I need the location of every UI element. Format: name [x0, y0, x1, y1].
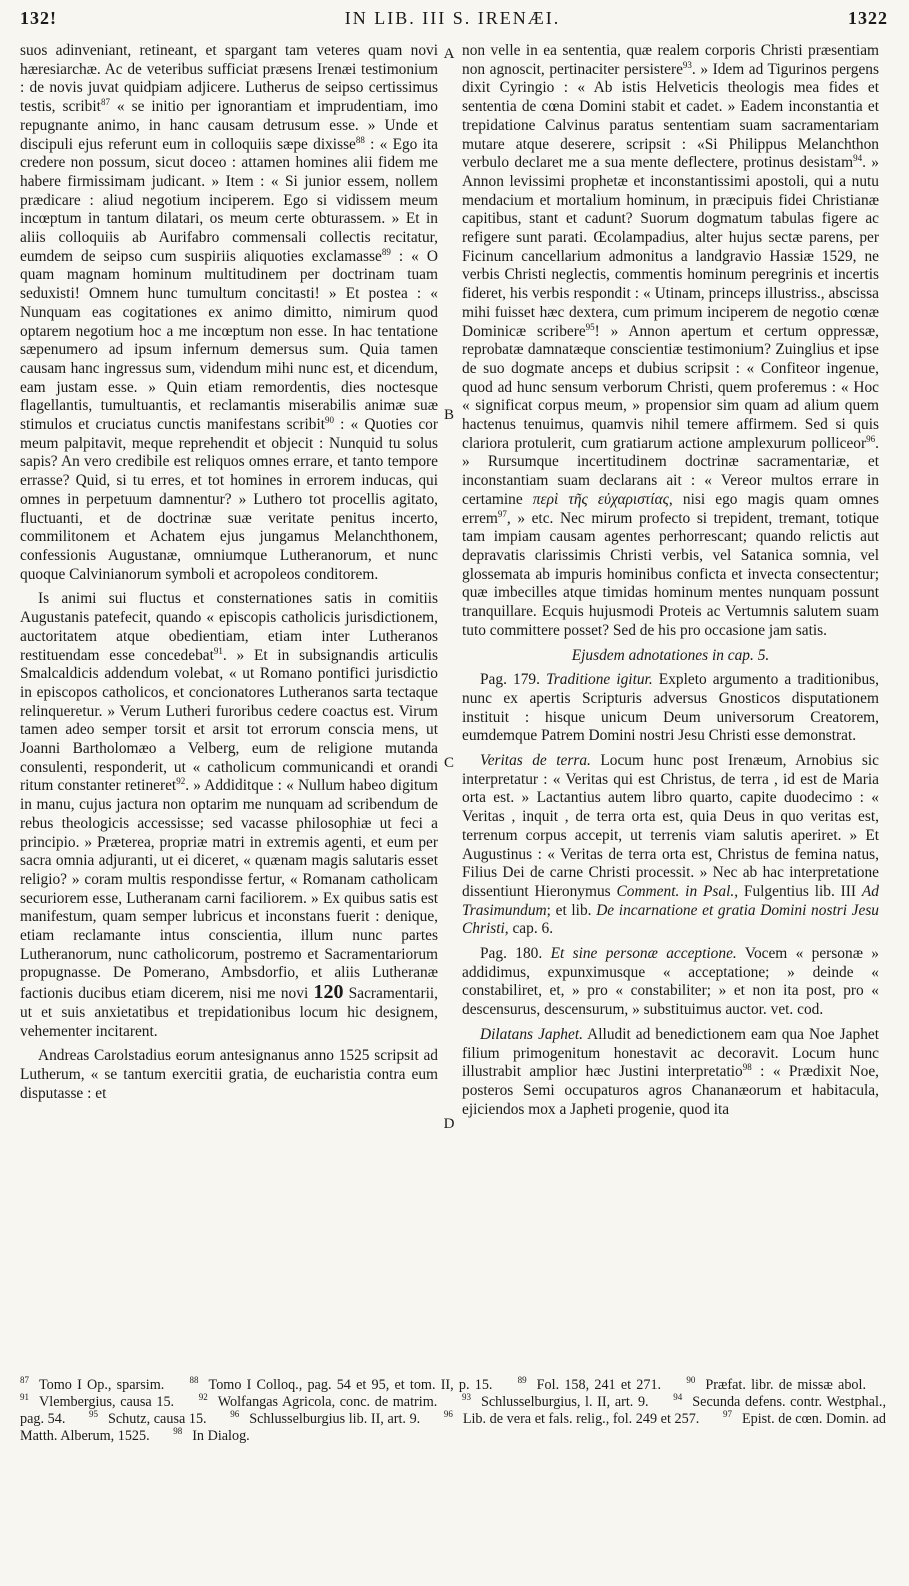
footnote-ref[interactable]: 90 [325, 414, 335, 425]
footnote: $^{87}$ Tomo I Op., sparsim. [20, 1375, 165, 1393]
footnote-ref[interactable]: 97 [497, 508, 507, 519]
footnote: $^{96}$ Lib. de vera et fals. relig., fol. 249 et 257. [443, 1409, 700, 1427]
running-title: IN LIB. III S. IRENÆI. [344, 8, 561, 28]
margin-letter-d: D [443, 1116, 455, 1132]
running-header [20, 8, 888, 34]
footnote-ref[interactable]: 92 [176, 776, 186, 787]
footnote: $^{90}$ Præfat. libr. de missæ abol. [686, 1375, 867, 1393]
footnote: $^{89}$ Fol. 158, 241 et 271. [517, 1375, 662, 1393]
footnote: $^{97}$ Epist. de cœn. Domin. ad Matth. Alberum, 1525. [20, 1409, 887, 1444]
page-number-left: 132! [20, 8, 57, 28]
paragraph: Andreas Carolstadius eorum antesignanus anno 1525 scripsit ad Lutherum, « se tantum exercitii gratia, de eucharistia contra eum disputasse : et [20, 1047, 438, 1102]
paragraph: Pag. 180. Et sine personæ acceptione. Vocem « personæ » addidimus, expunximusque « acceptatione; » deinde « constabiliret, et, » pro « constabiliter; » et non ita post, pro « descensurus, descensurum, » substituimus auctor. vet. cod. [462, 945, 879, 1019]
paragraph: suos adinveniant, retineant, et spargant tam veteres quam novi hæresiarchæ. Ac de veteribus sufficiat præsens Irenæi testimonium : de novis juvat quidpiam adjicere. Lutherus de seipso certissimus testis, scribit$^{87}$ « se initio per ignorantiam et imprudentiam, imo repugnante animo, in hanc causam detrusum esse. » Unde et discipuli ejus referunt eum in colloquiis sæpe dixisse$^{88}$ : « Ego ita credere non possum, sicut doceo : attamen homines alii fidem me habere firmissimam judicant. » Item : « Si junior essem, nollem prædicare : aliud negotium inciperem. Ego si vidissem meum incœptum in tantum dilatari, os meum certe obturassem. » Et in aliis colloquiis ab Aurifabro commensali collectis recitatur, eumdem de seipso cum suspiriis aliquoties exclamasse$^{89}$ : « O quam magnam hominum multitudinem per doctrinam tuam seduxisti! Omnem hunc tumultum concitasti! » Et postea : « Nunquam eas cogitationes ex animo dimitto, nimirum quod optarem negotium hoc a me incœptum non esse. In hac tentatione sæpenumero ad ipsum infernum demersus sum. Quia tamen causam hanc ingressus sum, videndum mihi nunc est, et dicendum, eam justam esse. » Quin etiam remordentis, dies noctesque flagellantis, tumultuantis, et reclamantis miserabilis animæ suæ stimulos et cruciatus cunctis manifestans scribit$^{90}$ : « Quoties cor meum palpitavit, meque reprehendit et objecit : Nunquid tu solus sapis? An vero credibile est reliquos omnes errare, et tanto tempore errasse? Quid, si tu erres, et tot homines in errorem inducas, qui omnes in perpetuum damnentur? » Luthero tot procellis agitato, fluctuanti, et de doctrinæ suæ veritate penitus incerto, commilitonem et Achatem ejus jungamus Melanchthonem, confessionis Augustanæ, omniumque Lutheranorum, et nunc quoque Calvinianorum symboli et acropoleos conditorem. [20, 42, 438, 583]
footnote-ref[interactable]: 89 [381, 246, 391, 257]
footnote-ref[interactable]: 96 [866, 433, 876, 444]
footnote: $^{88}$ Tomo I Colloq., pag. 54 et 95, et tom. II, p. 15. [189, 1375, 493, 1393]
footnotes [20, 1377, 886, 1445]
greek-phrase: περὶ τῆς εὐχαριστίας [532, 490, 669, 508]
footnote: $^{98}$ In Dialog. [173, 1426, 250, 1444]
footnote: $^{95}$ Schutz, causa 15. [88, 1409, 207, 1427]
page-number-right: 1322 [847, 8, 888, 28]
paragraph: non velle in ea sententia, quæ realem corporis Christi præsentiam non agnoscit, pertinaciter persistere$^{93}$. » Idem ad Tigurinos pergens dixit Cyringio : « Ab istis Helveticis theologis mea fides et sententia de cœna Domini stabit et cadet. » Eadem inconstantia et trepidatione Calvinus paratus sententiam suam sacramentariam mutare atque deserere, scripsit : «Si Philippus Melanchthon verbulo declaret me a sua mente deflectere, protinus desistam$^{94}$. » Annon levissimi prophetæ et inconstantissimi apostoli, qui a nutu mendacium et mortalium hominum, in præcipuis fidei Christianæ capitibus, stant et cadunt? Suorum dogmatum tabulas figere ac refigere sunt parati. Œcolampadius, alter hujus sectæ parens, per Ficinum cancellarium admonitus a landgravio Hassiæ 1529, ne verbis Christi neglectis, commentis hominum peregrinis et incertis fideret, his verbis respondit : « Utinam, princeps illustriss., abscissa mihi fuisset hæc dextera, cum primum inciperem de negotio cœnæ Dominicæ scribere$^{95}$! » Annon apertum et certum oppressæ, reprobatæ damnatæque conscientiæ testimonium? Zuinglius et ipse de suo dogmate anceps et dubius scripsit : « Confiteor ingenue, quod ad hunc sensum verborum Christi, quem proferemus : « Hoc « significat corpus meum, » propensior sim quam ad alium quem hactenus tenuimus, quamvis nihil temere affirmem. Sed si quis clariora protulerit, cum gratiarum actione amplexurum polliceor$^{96}$. » Rursumque incertitudinem doctrinæ sacramentariæ, et inconstantiam suam declarans ait : « Vereor multos errare in certamine περὶ τῆς εὐχαριστίας, nisi ego magis quam omnes errem$^{97}$, » etc. Nec mirum profecto si trepident, tremant, totique tam impiam causam agentes perhorrescant; quando relictis aut depravatis clarissimis Christi verbis, vel Satanica somnia, vel glossemata ab impuris hominibus conficta et invecta consectentur; quæ imbecilles atque timidas hominum mentes nunquam possunt tranquillare. Ecquis hujusmodi Proteis ac Vertumnis salutem suam tuto committere posset? Sed de his pro occasione jam satis. [462, 42, 880, 639]
paragraph: Is animi sui fluctus et consternationes satis in comitiis Augustanis patefecit, quando « episcopis catholicis jurisdictionem, auctoritatem atque obedientiam, etiam inter Lutheranos restituendam esse concedebat$^{91}$. » Et in subsignandis articulis Smalcaldicis addendum volebat, « ut Romano pontifici jurisdictio in episcopos catholicos, et concionatores Lutheranos sarta tectaque relinqueretur. » Verum Lutheri furoribus cedere coactus est. Virum tamen adeo semper torsit et arsit tot errorum conscia mens, ut Joanni Bartholomæo a Velberg, eum de religione mutanda consulenti, responderit, ut « catholicum communicandi et orandi ritum constanter retineret$^{92}$. » Addiditque : « Nullum habeo digitum in manu, cujus jactura non optarim me nunquam ad scribendum de rebus theologicis accessisse; sed vacasse philosophiæ ut feci a principio. » Præterea, propriæ matri in extremis agenti, et eum per sacra omnia adjuranti, ut ei diceret, « quænam magis salutaris esset religio? » coram multis respondisse fertur, « Romanam catholicam securiorem esse, Lutheranam carni faciliorem. » Ex quibus satis est manifestum, quam semper lubricus et inconstans fuerit : denique, etiam reclamante intus conscientia, illum nunc partes Lutheranorum, nunc catholicorum, postremo et Sacramentariorum propugnasse. De Pomerano, Ambsdorfio, et aliis Lutheranæ factionis ducibus etiam dicerem, nisi me novi 120 Sacramentarii, ut et suis anxietatibus et trepidationibus locum hic designem, vehementer incitarent. [20, 590, 439, 1040]
paragraph: Pag. 179. Traditione igitur. Expleto argumento a traditionibus, nunc ex apertis Scripturis adversus Gnosticos disputationem instituit : hisque unicum Deum universorum Creatorem, eumdemque Patrem Domini nostri Jesu Christi esse demonstrat. [462, 671, 879, 745]
footnote: $^{94}$ Secunda defens. contr. Westphal., pag. 54. [20, 1392, 887, 1427]
footnote-ref[interactable]: 94 [853, 153, 863, 164]
margin-letter-c: C [443, 755, 454, 771]
footnote: $^{91}$ Vlembergius, causa 15. [20, 1392, 175, 1410]
inline-page-number: 120 [313, 981, 344, 1004]
right-column [462, 42, 879, 1125]
footnote-ref[interactable]: 87 [100, 96, 110, 107]
section-heading: Ejusdem adnotationes in cap. 5. [571, 646, 770, 664]
footnote-ref[interactable]: 95 [585, 321, 595, 332]
paragraph: Veritas de terra. Locum hunc post Irenæum, Arnobius sic interpretatur : « Veritas qui est Christus, de terra , id est de Maria orta est. » Lactantius autem libro quarto, capite duodecimo : « Veritas , inquit , de terra orta est, quia Deus in quo veritas est, terrenum corpus accepit, ut terrenis viam salutis aperiret. » Et Augustinus : « Veritas de terra orta est, Christus de femina natus, Filius Dei de carne Christi processit. » Nec ab hac interpretatione dissentiunt Hieronymus Comment. in Psal., Fulgentius lib. III Ad Trasimundum; et lib. De incarnatione et gratia Domini nostri Jesu Christi, cap. 6. [462, 752, 880, 938]
paragraph: Dilatans Japhet. Alludit ad benedictionem eam qua Noe Japhet filium primogenitum honestavit ac decoravit. Locum hunc illustrabit amplior hæc Justini interpretatio$^{98}$ : « Prædixit Noe, posteros Semi occupaturos agros Chananæorum et habitacula, ejiciendos mox a Japheti progenie, quod ita [462, 1025, 879, 1118]
margin-letter-a: A [443, 46, 455, 62]
footnote-ref[interactable]: 88 [355, 134, 365, 145]
margin-letter-b: B [443, 407, 454, 423]
footnote: $^{96}$ Schlusselburgius lib. II, art. 9. [230, 1409, 421, 1427]
left-column [20, 42, 438, 1109]
footnote-ref[interactable]: 98 [742, 1062, 752, 1073]
footnote: $^{93}$ Schlusselburgius, l. II, art. 9. [461, 1392, 649, 1410]
footnote: $^{92}$ Wolfangas Agricola, conc. de matrim. [198, 1392, 438, 1410]
footnote-ref[interactable]: 93 [682, 59, 692, 70]
footnote-ref[interactable]: 91 [213, 645, 223, 656]
